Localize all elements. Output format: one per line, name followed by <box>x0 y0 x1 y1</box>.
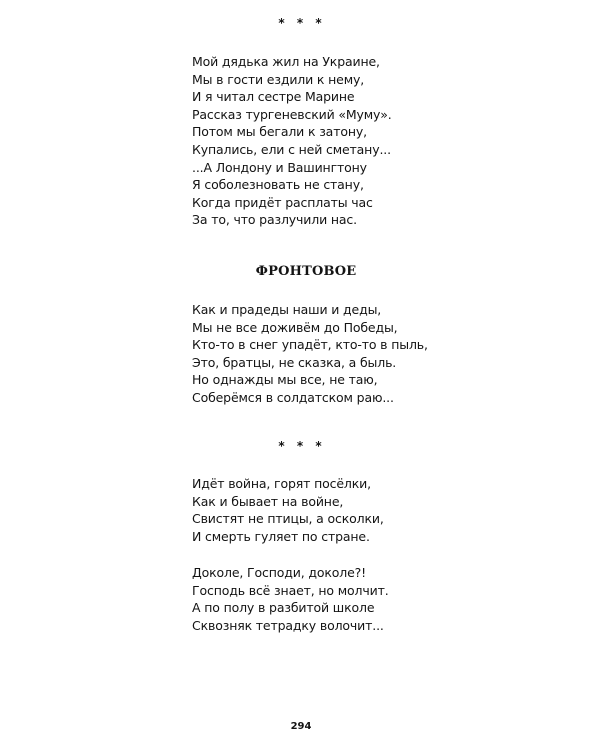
poem-line: Когда придёт расплаты час <box>192 194 373 210</box>
poem-line: Потом мы бегали к затону, <box>192 124 367 140</box>
poem-line: Как и прадеды наши и деды, <box>192 302 382 317</box>
poem-line: Это, братцы, не сказка, а быль. <box>192 354 397 370</box>
poem-separator-stars: * * * <box>278 439 326 453</box>
poem-separator-stars: * * * <box>278 16 326 30</box>
poem-line: Мой дядька жил на Украине, <box>192 54 380 69</box>
poem-line: ...А Лондону и Вашингтону <box>192 159 367 175</box>
poem-line: Идёт война, горят посёлки, <box>192 476 371 491</box>
poem-line: И я читал сестре Марине <box>192 89 355 105</box>
poem-line: Я соболезновать не стану, <box>192 177 364 193</box>
poem-line: Кто-то в снег упадёт, кто-то в пыль, <box>192 337 428 353</box>
poem-title: ФРОНТОВОЕ <box>255 264 357 279</box>
poem-line: Рассказ тургеневский «Муму». <box>192 106 392 122</box>
poem-line: Мы не все доживём до Победы, <box>192 319 398 335</box>
poem-line: А по полу в разбитой школе <box>192 600 375 616</box>
poem-line: Свистят не птицы, а осколки, <box>192 511 384 527</box>
poem-2-stanza <box>192 301 592 407</box>
poem-line: Купались, ели с ней сметану... <box>192 141 391 157</box>
poem-line: За то, что разлучили нас. <box>192 212 357 228</box>
poem-3-stanza-2 <box>192 564 592 634</box>
poem-line: Как и бывает на войне, <box>192 493 344 509</box>
poem-3-stanza-1 <box>192 475 592 545</box>
poem-line: Сквозняк тетрадку волочит... <box>192 617 384 633</box>
poem-line: Доколе, Господи, доколе?! <box>192 565 366 580</box>
poem-line: Но однажды мы все, не таю, <box>192 372 378 388</box>
poem-line: И смерть гуляет по стране. <box>192 528 370 544</box>
poem-line: Господь всё знает, но молчит. <box>192 582 389 598</box>
poem-1-stanza <box>192 53 592 229</box>
poem-line: Соберёмся в солдатском раю... <box>192 389 394 405</box>
poem-line: Мы в гости ездили к нему, <box>192 71 365 87</box>
page-number: 294 <box>290 721 312 732</box>
